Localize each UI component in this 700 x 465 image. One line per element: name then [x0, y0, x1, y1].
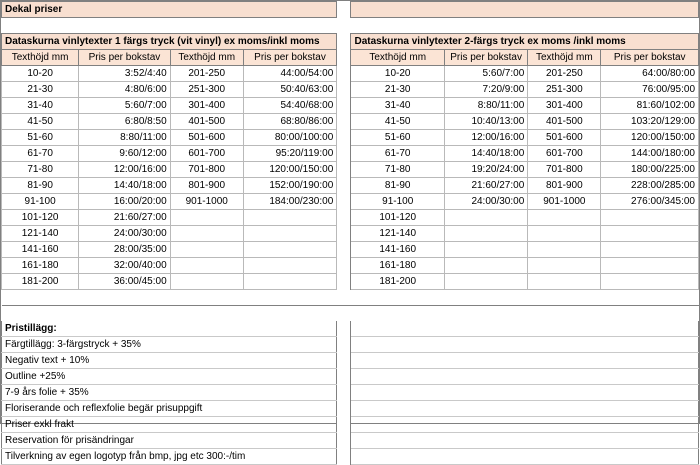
cell-price: 5:60/7:00: [79, 98, 170, 114]
cell-height: 81-90: [351, 178, 444, 194]
table-row: [2, 82, 699, 98]
column-gap: [337, 194, 351, 210]
table-row: [2, 194, 699, 210]
cell-price: 9:60/12:00: [79, 146, 170, 162]
cell-price: 7:20/9:00: [444, 82, 527, 98]
cell-empty: [601, 274, 699, 290]
cell-height: 141-160: [2, 242, 79, 258]
left-col-header-1: Texthöjd mm: [2, 50, 79, 66]
cell-price: 4:80/6:00: [79, 82, 170, 98]
cell-height: 31-40: [2, 98, 79, 114]
table-row: [2, 114, 699, 130]
cell-height: 401-500: [528, 114, 601, 130]
cell-price: 21:60/27:00: [79, 210, 170, 226]
cell-empty: [170, 210, 243, 226]
column-gap: [337, 242, 351, 258]
cell-height: 141-160: [351, 242, 444, 258]
note-text: 7-9 års folie + 35%: [2, 385, 337, 401]
cell-price: 120:00/150:00: [243, 162, 336, 178]
cell-height: 41-50: [2, 114, 79, 130]
notes-right-blank: [351, 321, 699, 337]
left-section-heading: Dataskurna vinlytexter 1 färgs tryck (vit vinyl) ex moms/inkl moms: [2, 34, 337, 50]
cell-height: 51-60: [351, 130, 444, 146]
column-gap: [337, 258, 351, 274]
column-gap: [337, 449, 351, 465]
left-col-header-2: Pris per bokstav: [79, 50, 170, 66]
list-item: [2, 417, 699, 433]
cell-empty: [444, 210, 527, 226]
cell-price: 228:00/285:00: [601, 178, 699, 194]
cell-price: 64:00/80:00: [601, 66, 699, 82]
table-row: [2, 210, 699, 226]
cell-height: 801-900: [528, 178, 601, 194]
note-right-blank: [351, 353, 699, 369]
cell-height: 901-1000: [528, 194, 601, 210]
separator-left: [2, 306, 337, 322]
cell-price: 95:20/119:00: [243, 146, 336, 162]
cell-height: 501-600: [528, 130, 601, 146]
cell-empty: [601, 210, 699, 226]
cell-price: 120:00/150:00: [601, 130, 699, 146]
note-right-blank: [351, 433, 699, 449]
column-gap: [337, 2, 351, 18]
list-item: [2, 337, 699, 353]
table-row: [2, 226, 699, 242]
cell-height: 10-20: [2, 66, 79, 82]
cell-empty: [243, 226, 336, 242]
cell-height: 801-900: [170, 178, 243, 194]
cell-height: 101-120: [2, 210, 79, 226]
cell-height: 161-180: [2, 258, 79, 274]
cell-height: 31-40: [351, 98, 444, 114]
cell-price: 32:00/40:00: [79, 258, 170, 274]
list-item: [2, 369, 699, 385]
column-gap: [337, 385, 351, 401]
table-row: [2, 242, 699, 258]
column-gap: [337, 274, 351, 290]
page-title: Dekal priser: [2, 2, 337, 18]
right-col-header-4: Pris per bokstav: [601, 50, 699, 66]
cell-height: 91-100: [2, 194, 79, 210]
column-gap: [337, 401, 351, 417]
separator-right: [351, 306, 699, 322]
cell-height: 201-250: [170, 66, 243, 82]
column-gap: [337, 290, 351, 306]
column-gap: [337, 337, 351, 353]
cell-empty: [444, 226, 527, 242]
cell-height: 501-600: [170, 130, 243, 146]
note-text: Negativ text + 10%: [2, 353, 337, 369]
spacer-left: [2, 290, 337, 306]
table-row: [2, 258, 699, 274]
list-item: [2, 433, 699, 449]
cell-price: 5:60/7:00: [444, 66, 527, 82]
cell-price: 21:60/27:00: [444, 178, 527, 194]
cell-empty: [170, 258, 243, 274]
column-gap: [337, 433, 351, 449]
table-row: [2, 130, 699, 146]
cell-price: 6:80/8:50: [79, 114, 170, 130]
cell-price: 24:00/30:00: [444, 194, 527, 210]
note-text: Tilverkning av egen logotyp från bmp, jpg etc 300:-/tim: [2, 449, 337, 465]
cell-price: 36:00/45:00: [79, 274, 170, 290]
column-gap: [337, 66, 351, 82]
column-gap: [337, 210, 351, 226]
cell-height: 71-80: [351, 162, 444, 178]
column-gap: [337, 353, 351, 369]
cell-empty: [444, 258, 527, 274]
cell-height: 10-20: [351, 66, 444, 82]
spacer-right: [351, 290, 699, 306]
cell-empty: [170, 242, 243, 258]
notes-heading: Pristillägg:: [2, 321, 337, 337]
cell-height: 101-120: [351, 210, 444, 226]
table-row: [2, 274, 699, 290]
cell-price: 76:00/95:00: [601, 82, 699, 98]
column-gap: [337, 178, 351, 194]
cell-height: 201-250: [528, 66, 601, 82]
cell-height: 21-30: [351, 82, 444, 98]
title-row: [2, 2, 699, 18]
cell-price: 14:40/18:00: [79, 178, 170, 194]
list-item: [2, 401, 699, 417]
cell-height: 61-70: [351, 146, 444, 162]
cell-price: 144:00/180:00: [601, 146, 699, 162]
cell-price: 54:40/68:00: [243, 98, 336, 114]
column-gap: [337, 18, 351, 34]
cell-height: 71-80: [2, 162, 79, 178]
list-item: [2, 449, 699, 465]
cell-empty: [528, 210, 601, 226]
cell-empty: [528, 274, 601, 290]
column-gap: [337, 98, 351, 114]
cell-height: 181-200: [2, 274, 79, 290]
note-right-blank: [351, 401, 699, 417]
cell-price: 68:80/86:00: [243, 114, 336, 130]
cell-empty: [243, 210, 336, 226]
note-right-blank: [351, 449, 699, 465]
cell-price: 184:00/230:00: [243, 194, 336, 210]
left-col-header-3: Texthöjd mm: [170, 50, 243, 66]
cell-empty: [444, 274, 527, 290]
table-row: [2, 66, 699, 82]
cell-height: 701-800: [528, 162, 601, 178]
table-row: [2, 98, 699, 114]
right-col-header-1: Texthöjd mm: [351, 50, 444, 66]
cell-height: 601-700: [528, 146, 601, 162]
cell-height: 301-400: [170, 98, 243, 114]
cell-height: 21-30: [2, 82, 79, 98]
cell-price: 24:00/30:00: [79, 226, 170, 242]
spacer-row-1: [2, 18, 699, 34]
column-gap: [337, 146, 351, 162]
cell-height: 401-500: [170, 114, 243, 130]
cell-height: 121-140: [2, 226, 79, 242]
cell-price: 103:20/129:00: [601, 114, 699, 130]
spacer-left: [2, 18, 337, 34]
cell-height: 701-800: [170, 162, 243, 178]
cell-price: 12:00/16:00: [79, 162, 170, 178]
cell-price: 44:00/54:00: [243, 66, 336, 82]
column-gap: [337, 321, 351, 337]
table-row: [2, 146, 699, 162]
column-gap: [337, 369, 351, 385]
right-section-heading: Dataskurna vinlytexter 2-färgs tryck ex moms /inkl moms: [351, 34, 699, 50]
left-col-header-4: Pris per bokstav: [243, 50, 336, 66]
cell-empty: [601, 242, 699, 258]
section-heading-row: [2, 34, 699, 50]
cell-empty: [528, 226, 601, 242]
cell-height: 181-200: [351, 274, 444, 290]
note-right-blank: [351, 337, 699, 353]
cell-price: 8:80/11:00: [79, 130, 170, 146]
price-table: [1, 1, 699, 465]
cell-price: 80:00/100:00: [243, 130, 336, 146]
cell-empty: [444, 242, 527, 258]
column-gap: [337, 226, 351, 242]
cell-price: 50:40/63:00: [243, 82, 336, 98]
right-col-header-2: Pris per bokstav: [444, 50, 527, 66]
cell-empty: [601, 226, 699, 242]
cell-empty: [243, 274, 336, 290]
notes-separator: [2, 306, 699, 322]
column-gap: [337, 162, 351, 178]
cell-empty: [528, 258, 601, 274]
note-text: Priser exkl frakt: [2, 417, 337, 433]
cell-price: 28:00/35:00: [79, 242, 170, 258]
title-right-blank: [351, 2, 699, 18]
cell-price: 8:80/11:00: [444, 98, 527, 114]
right-col-header-3: Texthöjd mm: [528, 50, 601, 66]
table-row: [2, 162, 699, 178]
notes-heading-row: [2, 321, 699, 337]
spacer-right: [351, 18, 699, 34]
cell-price: 152:00/190:00: [243, 178, 336, 194]
cell-price: 19:20/24:00: [444, 162, 527, 178]
cell-height: 251-300: [170, 82, 243, 98]
cell-price: 16:00/20:00: [79, 194, 170, 210]
cell-height: 61-70: [2, 146, 79, 162]
column-gap: [337, 34, 351, 50]
cell-height: 251-300: [528, 82, 601, 98]
cell-empty: [243, 258, 336, 274]
note-text: Floriserande och reflexfolie begär prisuppgift: [2, 401, 337, 417]
cell-price: 81:60/102:00: [601, 98, 699, 114]
column-gap: [337, 114, 351, 130]
cell-empty: [243, 242, 336, 258]
cell-price: 3:52/4:40: [79, 66, 170, 82]
cell-price: 10:40/13:00: [444, 114, 527, 130]
cell-height: 301-400: [528, 98, 601, 114]
cell-height: 161-180: [351, 258, 444, 274]
note-text: Färgtillägg: 3-färgstryck + 35%: [2, 337, 337, 353]
spacer-row-2: [2, 290, 699, 306]
cell-height: 601-700: [170, 146, 243, 162]
note-text: Outline +25%: [2, 369, 337, 385]
cell-empty: [170, 274, 243, 290]
note-right-blank: [351, 369, 699, 385]
note-right-blank: [351, 385, 699, 401]
column-gap: [337, 82, 351, 98]
cell-height: 901-1000: [170, 194, 243, 210]
column-gap: [337, 417, 351, 433]
list-item: [2, 353, 699, 369]
cell-price: 180:00/225:00: [601, 162, 699, 178]
column-gap: [337, 306, 351, 322]
column-gap: [337, 130, 351, 146]
cell-price: 12:00/16:00: [444, 130, 527, 146]
cell-empty: [170, 226, 243, 242]
cell-price: 14:40/18:00: [444, 146, 527, 162]
note-text: Reservation för prisändringar: [2, 433, 337, 449]
cell-height: 51-60: [2, 130, 79, 146]
column-gap: [337, 50, 351, 66]
cell-height: 81-90: [2, 178, 79, 194]
cell-price: 276:00/345:00: [601, 194, 699, 210]
cell-empty: [601, 258, 699, 274]
column-header-row: [2, 50, 699, 66]
cell-height: 41-50: [351, 114, 444, 130]
cell-height: 121-140: [351, 226, 444, 242]
cell-height: 91-100: [351, 194, 444, 210]
note-right-blank: [351, 417, 699, 433]
cell-empty: [528, 242, 601, 258]
table-row: [2, 178, 699, 194]
list-item: [2, 385, 699, 401]
